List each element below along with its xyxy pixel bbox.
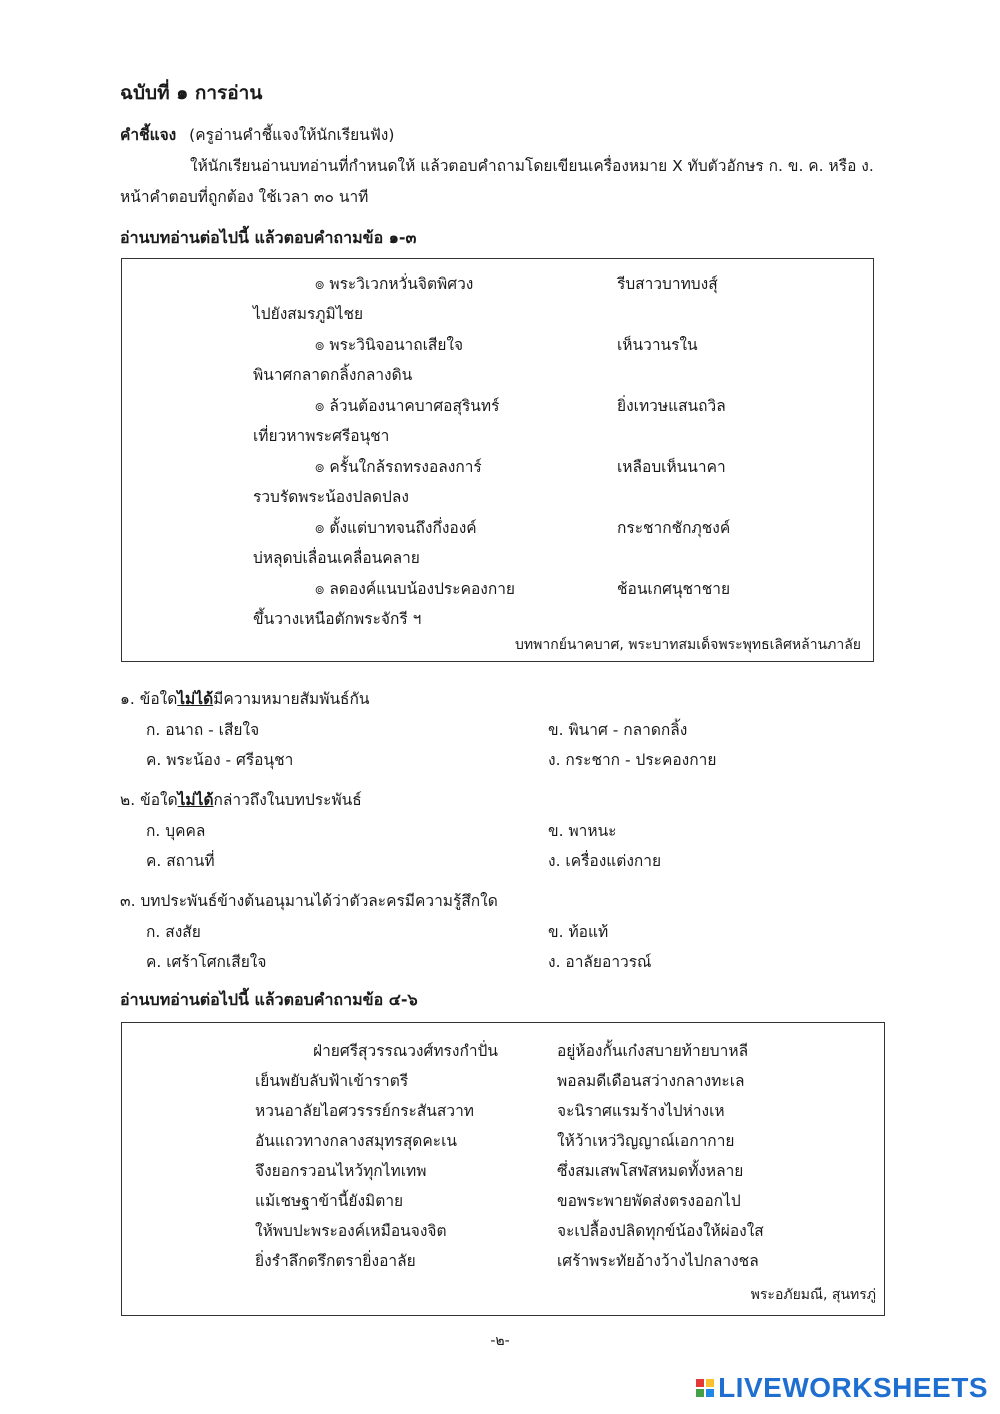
- answer-choice: ค. พระน้อง - ศรีอนุชา: [146, 751, 294, 769]
- question-stem: [120, 888, 498, 913]
- poem-1-verse-a: ๏ ครั้นใกล้รถทรงอลงการ์: [315, 458, 482, 476]
- liveworksheets-wordmark: LIVEWORKSHEETS: [718, 1372, 988, 1403]
- question-text-post: กล่าวถึงในบทประพันธ์: [213, 791, 362, 809]
- question-number: ๒.: [120, 791, 136, 809]
- section-2-heading: อ่านบทอ่านต่อไปนี้ แล้วตอบคำถามข้อ ๔-๖: [120, 990, 418, 1009]
- answer-choice: ก. อนาถ - เสียใจ: [146, 721, 260, 739]
- poem-2-verse-b: จะเปลื้องปลิดทุกข์น้องให้ผ่องใส: [557, 1222, 764, 1240]
- question-stem: [120, 787, 362, 812]
- question-emphasis: ไม่ได้: [177, 690, 214, 708]
- poem-2-verse-b: ให้ว้าเหว่วิญญาณ์เอกากาย: [557, 1132, 735, 1150]
- poem-box-1: [121, 258, 874, 662]
- answer-choice: ก. บุคคล: [146, 822, 206, 840]
- poem-1-verse-b: รีบสาวบาทบงสุ์: [617, 275, 718, 293]
- instructions-label: คำชี้แจง: [120, 126, 177, 144]
- poem-1-verse-a: ๏ ล้วนต้องนาคบาศอสุรินทร์: [315, 397, 500, 415]
- logo-square-blue: [706, 1389, 714, 1397]
- poem-1-verse-b: ช้อนเกศนุชาชาย: [617, 580, 731, 598]
- logo-square-red: [696, 1379, 704, 1387]
- poem-2-verse-b: อยู่ห้องกั้นเก๋งสบายท้ายบาหลี: [557, 1042, 749, 1060]
- poem-1-verse-b: เห็นวานรใน: [617, 336, 698, 354]
- poem-1-verse-a: ๏ พระวิเวกหวั่นจิตพิศวง: [315, 275, 474, 293]
- poem-1-verse-b: ยิ่งเทวษแสนถวิล: [617, 397, 726, 415]
- question-emphasis: ไม่ได้: [177, 791, 214, 809]
- poem-2-credit: พระอภัยมณี, สุนทรภู่: [750, 1287, 876, 1303]
- answer-choice: ง. อาลัยอาวรณ์: [548, 953, 652, 971]
- question-text-pre: ข้อใด: [140, 791, 178, 809]
- poem-2-verse-a: หวนอาลัยไอศวรรรย์กระสันสวาท: [255, 1102, 474, 1120]
- poem-2-verse-a: จึงยอกรวอนไหว้ทุกไทเทพ: [255, 1162, 427, 1180]
- question-text-pre: บทประพันธ์ข้างต้นอนุมานได้ว่าตัวละครมีความรู้สึกใด: [140, 892, 498, 910]
- poem-2-verse-b: ขอพระพายพัดส่งตรงออกไป: [557, 1192, 741, 1210]
- poem-1-verse-c: ไปยังสมรภูมิไชย: [253, 305, 364, 323]
- question-text-post: มีความหมายสัมพันธ์กัน: [213, 690, 370, 708]
- poem-1-verse-b: เหลือบเห็นนาคา: [617, 458, 726, 476]
- poem-1-verse-a: ๏ ตั้งแต่บาทจนถึงกึ่งองค์: [315, 519, 477, 537]
- instructions-note: (ครูอ่านคำชี้แจงให้นักเรียนฟัง): [189, 126, 395, 144]
- instructions-line-2: หน้าคำตอบที่ถูกต้อง ใช้เวลา ๓๐ นาที: [120, 188, 369, 206]
- page-number: -๒-: [490, 1333, 510, 1349]
- poem-2-verse-a: เย็นพยับลับฟ้าเข้าราตรี: [255, 1072, 409, 1090]
- poem-1-verse-c: ขึ้นวางเหนือตักพระจักรี ฯ: [253, 610, 422, 628]
- poem-1-verse-c: รวบรัดพระน้องปลดปลง: [253, 488, 409, 506]
- poem-2-verse-a: ยิ่งรำลึกตรึกตรายิ่งอาลัย: [255, 1252, 416, 1270]
- poem-1-verse-a: ๏ ลดองค์แนบน้องประคองกาย: [315, 580, 516, 598]
- poem-2-verse-b: พอลมดีเดือนสว่างกลางทะเล: [557, 1072, 745, 1090]
- question-number: ๑.: [120, 690, 135, 708]
- answer-choice: ค. สถานที่: [146, 852, 215, 870]
- poem-1-credit: บทพากย์นาคบาศ, พระบาทสมเด็จพระพุทธเลิศหล้านภาลัย: [515, 637, 861, 653]
- poem-1-verse-c: เที่ยวหาพระศรีอนุชา: [253, 427, 390, 445]
- instructions-header: [120, 122, 394, 147]
- question-number: ๓.: [120, 892, 136, 910]
- poem-2-verse-b: เศร้าพระทัยอ้างว้างไปกลางชล: [557, 1252, 759, 1270]
- liveworksheets-logo-icon: [696, 1379, 714, 1397]
- poem-2-verse-b: จะนิราศแรมร้างไปห่างเห: [557, 1102, 725, 1120]
- poem-2-verse-a: อันแถวทางกลางสมุทรสุดคะเน: [255, 1132, 457, 1150]
- answer-choice: ข. ท้อแท้: [548, 923, 609, 941]
- poem-2-verse-b: ซึ่งสมเสพโสฬสหมดทั้งหลาย: [557, 1162, 744, 1180]
- poem-box-2: [121, 1022, 885, 1316]
- poem-2-verse-a: แม้เชษฐาข้านี้ยังมิตาย: [255, 1192, 404, 1210]
- logo-square-yellow: [706, 1379, 714, 1387]
- answer-choice: ก. สงสัย: [146, 923, 201, 941]
- question-text-pre: ข้อใด: [139, 690, 178, 708]
- answer-choice: ง. เครื่องแต่งกาย: [548, 852, 662, 870]
- poem-1-verse-c: บ่หลุดบ่เลื่อนเคลื่อนคลาย: [253, 549, 420, 567]
- answer-choice: ข. พาหนะ: [548, 822, 617, 840]
- answer-choice: ค. เศร้าโศกเสียใจ: [146, 953, 267, 971]
- poem-1-verse-a: ๏ พระวินิจอนาถเสียใจ: [315, 336, 464, 354]
- answer-choice: ข. พินาศ - กลาดกลิ้ง: [548, 721, 688, 739]
- question-stem: [120, 686, 370, 711]
- logo-square-green: [696, 1389, 704, 1397]
- instructions-line-1: ให้นักเรียนอ่านบทอ่านที่กำหนดให้ แล้วตอบคำถามโดยเขียนเครื่องหมาย X ทับตัวอักษร ก. ข. ค. หรือ ง.: [190, 157, 874, 175]
- liveworksheets-logo[interactable]: [696, 1372, 988, 1404]
- poem-2-verse-a: ให้พบปะพระองค์เหมือนจงจิต: [255, 1222, 447, 1240]
- page-title: ฉบับที่ ๑ การอ่าน: [120, 82, 263, 104]
- answer-choice: ง. กระชาก - ประคองกาย: [548, 751, 717, 769]
- section-1-heading: อ่านบทอ่านต่อไปนี้ แล้วตอบคำถามข้อ ๑-๓: [120, 228, 417, 247]
- poem-2-verse-a: ฝ่ายศรีสุวรรณวงศ์ทรงกำปั่น: [313, 1042, 498, 1060]
- poem-1-verse-b: กระชากชักภุชงค์: [617, 519, 731, 537]
- poem-1-verse-c: พินาศกลาดกลิ้งกลางดิน: [253, 366, 413, 384]
